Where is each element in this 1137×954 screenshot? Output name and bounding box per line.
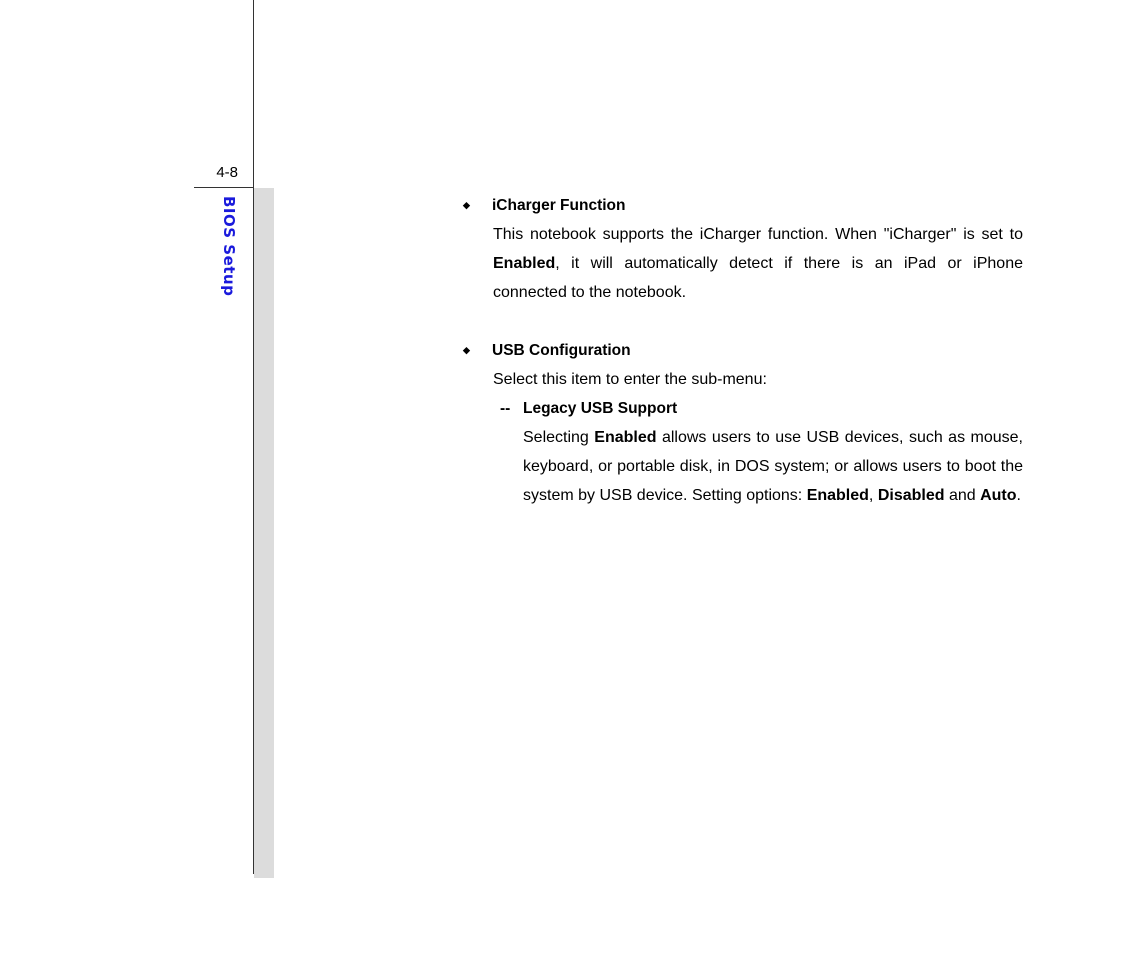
margin-shade-strip <box>254 188 274 878</box>
diamond-bullet-icon: ◆ <box>463 200 470 210</box>
text-run: allows users to use USB devices, such as mouse, keyboard, or portable disk, in DOS system; or allows users to boot the system by USB device. Setting options: <box>523 429 1023 504</box>
page-number-rule <box>194 187 254 188</box>
text-run: , <box>868 487 878 504</box>
text-run: and <box>944 487 981 504</box>
diamond-bullet-icon: ◆ <box>463 345 470 355</box>
dash-marker: -- <box>500 400 511 417</box>
text-run: . <box>1016 487 1021 504</box>
text-run: This notebook supports the iCharger function. When "iCharger" is set to <box>493 226 1023 243</box>
text-run-bold: Enabled <box>493 255 556 272</box>
subsection-heading <box>500 394 1023 423</box>
section-heading-text: USB Configuration <box>492 342 631 359</box>
text-run-bold: Disabled <box>877 487 945 504</box>
section-heading <box>463 336 1023 365</box>
text-run: Select this item to enter the sub-menu: <box>493 371 767 388</box>
text-run-bold: Auto <box>980 487 1017 504</box>
text-run-bold: Enabled <box>594 429 657 446</box>
text-run-bold: Enabled <box>806 487 869 504</box>
text-run: Selecting <box>523 429 595 446</box>
section-paragraph <box>493 220 1023 307</box>
section-icharger-function <box>463 191 1023 307</box>
manual-content <box>463 191 1023 539</box>
subsection-legacy-usb-support <box>500 394 1023 510</box>
subsection-heading-text: Legacy USB Support <box>523 400 678 417</box>
section-paragraph <box>493 365 1023 394</box>
chapter-side-title: BIOS Setup <box>220 196 238 297</box>
text-run: , it will automatically detect if there is an iPad or iPhone connected to the notebook. <box>493 255 1023 301</box>
subsection-paragraph <box>523 423 1023 510</box>
section-usb-configuration <box>463 336 1023 510</box>
section-heading <box>463 191 1023 220</box>
page-number: 4-8 <box>216 164 238 181</box>
section-heading-text: iCharger Function <box>492 197 626 214</box>
